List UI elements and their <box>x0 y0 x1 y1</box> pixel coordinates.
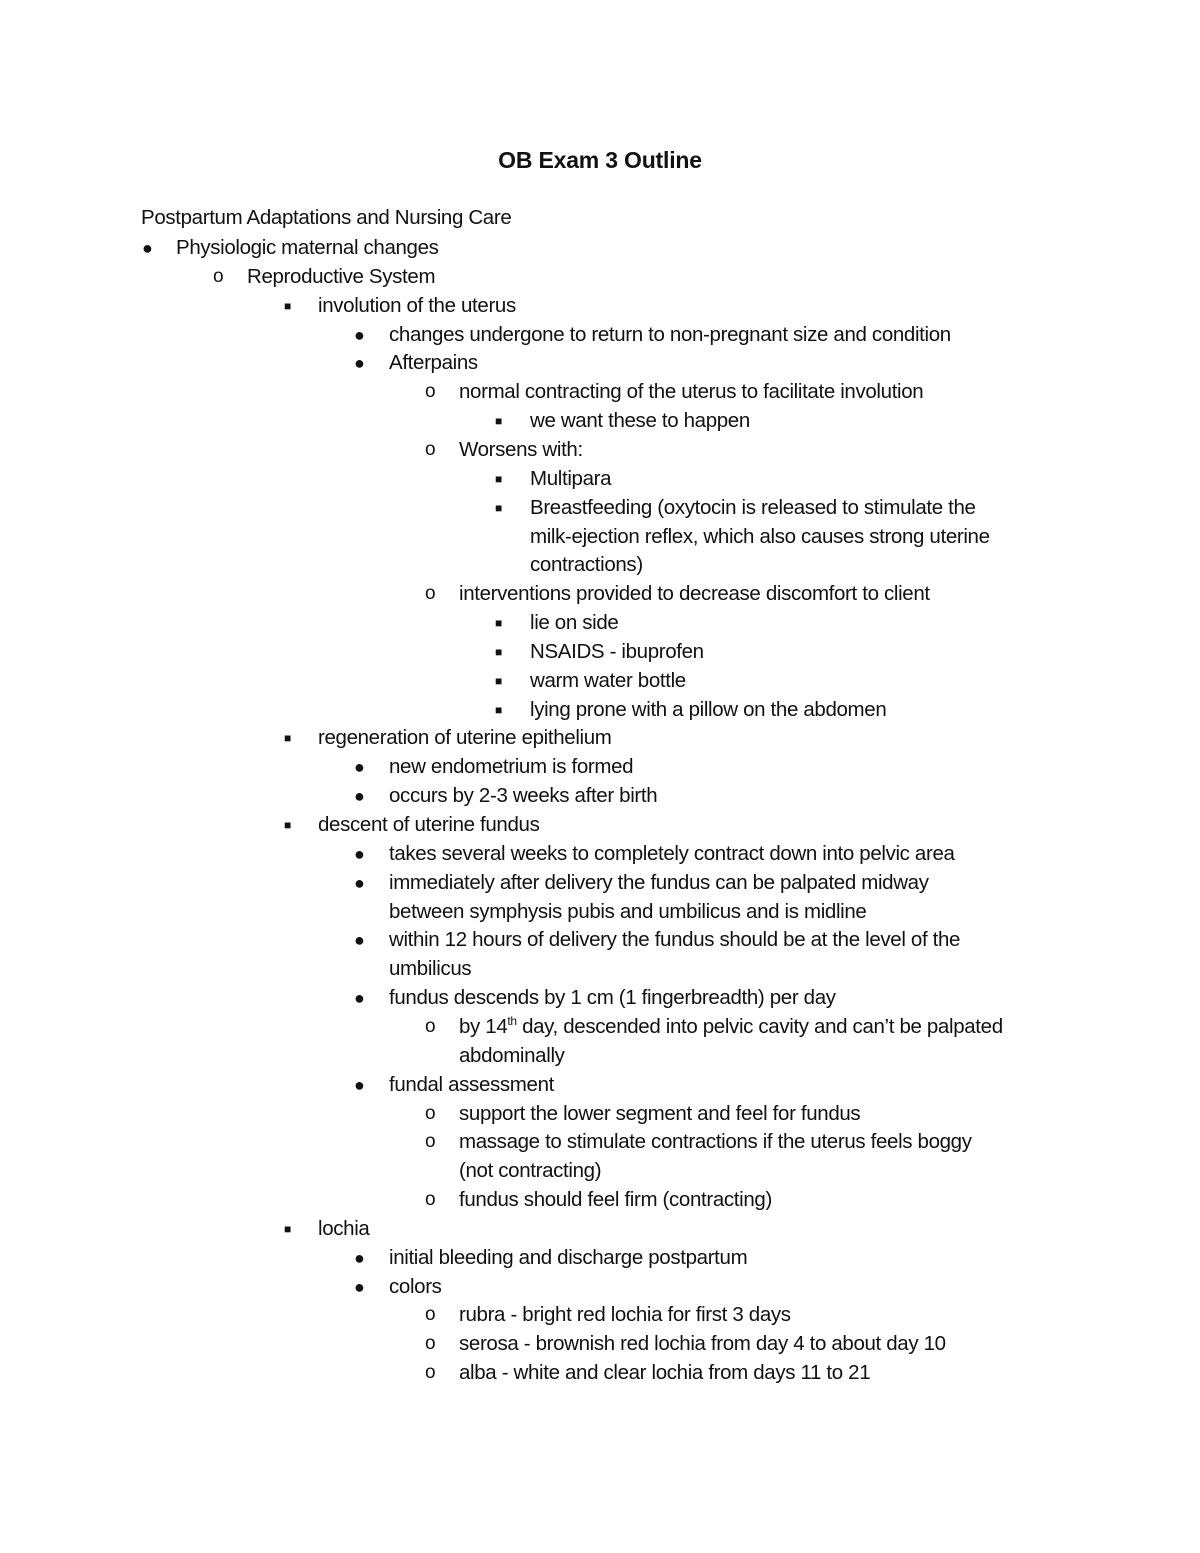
bullet-disc-icon: ● <box>354 757 365 778</box>
bullet-disc-icon: ● <box>354 1074 365 1095</box>
outline-item-level-4: new endometrium is formed <box>389 755 634 779</box>
outline-item-level-3: involution of the uterus <box>318 293 516 317</box>
outline-item-level-4: colors <box>389 1274 442 1298</box>
outline-item-text: by 14 <box>459 1014 508 1038</box>
outline-item-level-6: lie on side <box>530 611 619 635</box>
outline-item-level-6: we want these to happen <box>530 409 750 433</box>
bullet-circle-icon: o <box>425 1131 436 1153</box>
bullet-circle-icon: o <box>425 1189 436 1211</box>
outline-item-level-4: fundal assessment <box>389 1072 554 1096</box>
bullet-square-icon: ■ <box>495 500 503 515</box>
bullet-circle-icon: o <box>425 1304 436 1326</box>
bullet-disc-icon: ● <box>142 238 153 258</box>
bullet-square-icon: ■ <box>495 673 503 688</box>
outline-item-level-5: alba - white and clear lochia from days 11 to 21 <box>459 1361 871 1385</box>
bullet-disc-icon: ● <box>354 988 365 1009</box>
bullet-circle-icon: o <box>425 1102 436 1124</box>
outline-item-level-5: normal contracting of the uterus to facilitate involution <box>459 380 924 404</box>
outline-item-level-5: interventions provided to decrease discomfort to client <box>459 582 930 606</box>
outline-item-level-6: contractions) <box>530 553 643 577</box>
outline-item-level-3: descent of uterine fundus <box>318 813 540 836</box>
bullet-circle-icon: o <box>425 381 436 403</box>
outline-item-level-1: Physiologic maternal changes <box>176 236 439 259</box>
outline-item-level-4: Afterpains <box>389 351 478 375</box>
outline-item-level-6: warm water bottle <box>530 668 686 692</box>
outline-item-level-6: Multipara <box>530 466 612 490</box>
bullet-square-icon: ■ <box>495 702 503 717</box>
bullet-square-icon: ■ <box>284 1221 292 1236</box>
outline-item-level-6: lying prone with a pillow on the abdomen <box>530 697 887 721</box>
page-title: OB Exam 3 Outline <box>498 147 702 173</box>
bullet-square-icon: ■ <box>495 414 503 429</box>
bullet-circle-icon: o <box>425 583 436 605</box>
outline-item-level-5: support the lower segment and feel for fundus <box>459 1101 861 1125</box>
outline-item-level-5: abdominally <box>459 1043 565 1067</box>
outline-item-level-4: occurs by 2-3 weeks after birth <box>389 784 658 808</box>
outline-item-level-5: (not contracting) <box>459 1159 602 1183</box>
section-heading: Postpartum Adaptations and Nursing Care <box>141 206 512 229</box>
bullet-square-icon: ■ <box>495 644 503 659</box>
bullet-square-icon: ■ <box>284 818 292 832</box>
bullet-disc-icon: ● <box>354 930 365 951</box>
bullet-circle-icon: o <box>425 438 436 460</box>
outline-item-level-5: fundus should feel firm (contracting) <box>459 1188 772 1212</box>
superscript: th <box>507 1014 517 1029</box>
bullet-square-icon: ■ <box>284 298 292 313</box>
bullet-disc-icon: ● <box>354 1276 365 1297</box>
outline-item-level-5: Worsens with: <box>459 437 583 461</box>
outline-item-level-5 <box>459 1015 1003 1039</box>
outline-item-level-5: rubra - bright red lochia for first 3 days <box>459 1303 791 1327</box>
outline-item-level-4: takes several weeks to completely contract down into pelvic area <box>389 841 955 865</box>
bullet-square-icon: ■ <box>495 471 503 486</box>
outline-item-level-4: initial bleeding and discharge postpartum <box>389 1245 748 1269</box>
outline-item-level-5: massage to stimulate contractions if the uterus feels boggy <box>459 1130 972 1154</box>
bullet-circle-icon: o <box>425 1015 436 1037</box>
bullet-disc-icon: ● <box>354 1247 365 1268</box>
outline-item-level-6: milk-ejection reflex, which also causes strong uterine <box>530 524 990 548</box>
bullet-disc-icon: ● <box>354 786 365 807</box>
bullet-disc-icon: ● <box>354 843 365 864</box>
bullet-disc-icon: ● <box>354 353 365 374</box>
outline-item-level-3: lochia <box>318 1216 370 1240</box>
bullet-disc-icon: ● <box>354 872 365 893</box>
outline-item-level-4: between symphysis pubis and umbilicus and is midline <box>389 899 867 923</box>
outline-item-text-continued: day, descended into pelvic cavity and can’t be palpated <box>516 1014 1003 1038</box>
outline-item-level-4: immediately after delivery the fundus can be palpated midway <box>389 870 929 894</box>
bullet-square-icon: ■ <box>495 616 503 631</box>
outline-item-level-2: Reproductive System <box>247 264 436 288</box>
outline-item-level-6: Breastfeeding (oxytocin is released to stimulate the <box>530 495 976 519</box>
outline-item-level-3: regeneration of uterine epithelium <box>318 726 612 750</box>
bullet-disc-icon: ● <box>354 324 365 345</box>
outline-item-level-6: NSAIDS - ibuprofen <box>530 639 704 663</box>
outline-item-level-4: fundus descends by 1 cm (1 fingerbreadth) per day <box>389 986 836 1010</box>
outline-item-level-4: changes undergone to return to non-pregnant size and condition <box>389 322 951 346</box>
bullet-square-icon: ■ <box>284 731 292 746</box>
bullet-circle-icon: o <box>213 265 224 287</box>
outline-item-level-5: serosa - brownish red lochia from day 4 to about day 10 <box>459 1332 946 1356</box>
outline-item-level-4: within 12 hours of delivery the fundus should be at the level of the <box>389 928 961 952</box>
bullet-circle-icon: o <box>425 1333 436 1355</box>
bullet-circle-icon: o <box>425 1362 436 1384</box>
outline-item-level-4: umbilicus <box>389 957 472 981</box>
